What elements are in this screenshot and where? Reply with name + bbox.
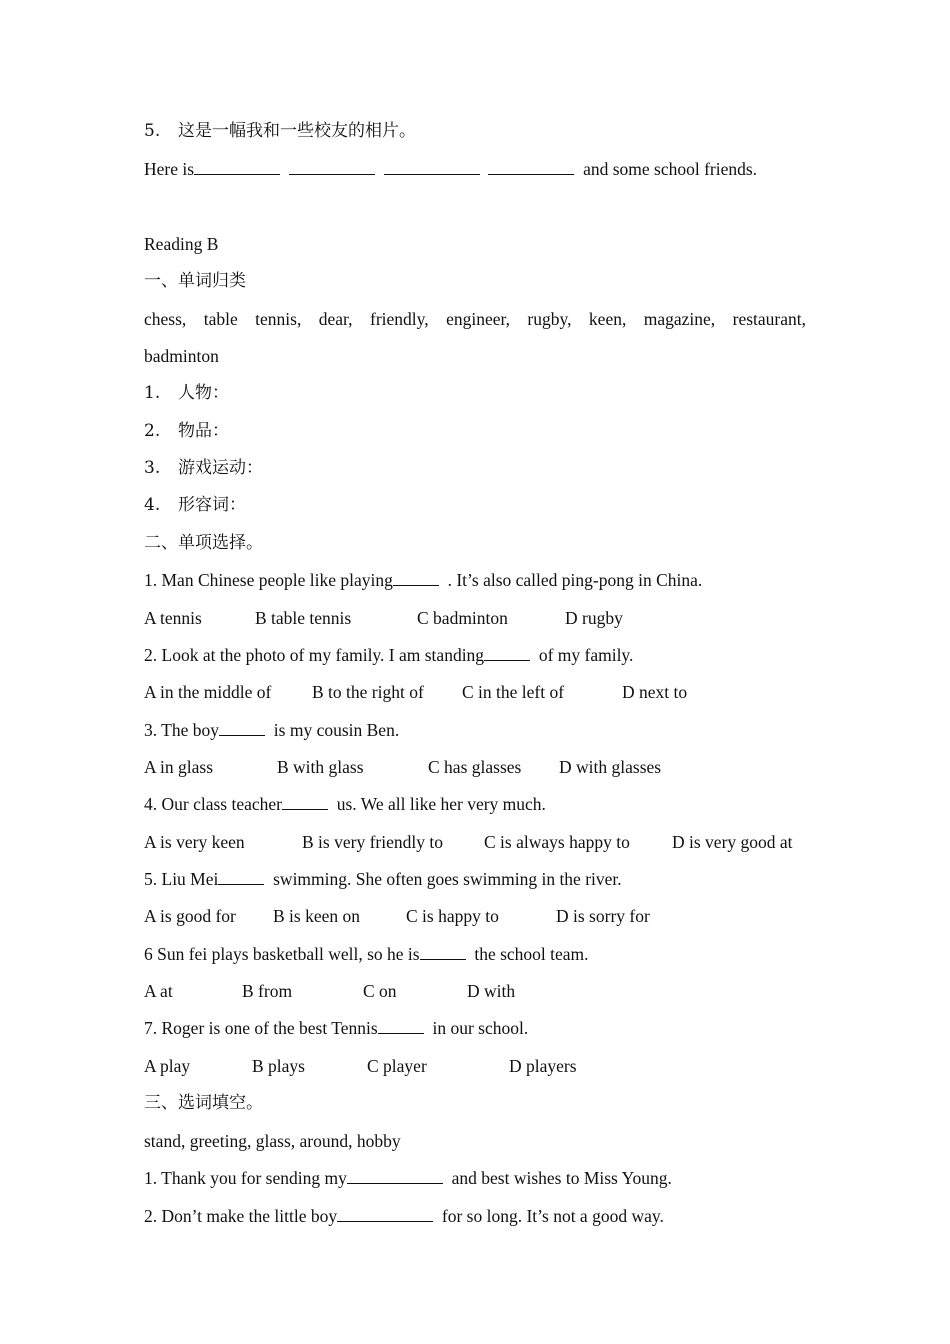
mc-options (144, 905, 824, 927)
question-text-cont: . It’s also called ping-pong in China. (447, 570, 703, 590)
question-text: 5. Liu Mei (144, 869, 219, 889)
option-b[interactable]: B table tennis (255, 608, 352, 628)
answer-blank[interactable] (420, 943, 466, 960)
option-d[interactable]: D with (467, 981, 516, 1001)
option-d[interactable]: D players (509, 1056, 577, 1076)
answer-blank[interactable] (282, 793, 328, 810)
category-item (144, 382, 229, 404)
category-number: 2. (144, 421, 161, 441)
option-a[interactable]: A play (144, 1056, 191, 1076)
section3-word-bank: stand, greeting, glass, around, hobby (144, 1131, 401, 1151)
mc-options (144, 607, 824, 629)
mc-question (144, 644, 633, 666)
option-a[interactable]: A is good for (144, 906, 236, 926)
option-c[interactable]: C has glasses (428, 757, 522, 777)
option-d[interactable]: D is sorry for (556, 906, 650, 926)
option-d[interactable]: D is very good at (672, 832, 793, 852)
section-heading-reading-b: Reading B (144, 234, 219, 254)
translation-q5-chinese (144, 120, 416, 142)
option-a[interactable]: A is very keen (144, 832, 245, 852)
mc-question (144, 943, 589, 965)
option-a[interactable]: A in glass (144, 757, 214, 777)
option-d[interactable]: D rugby (565, 608, 623, 628)
fill-question (144, 1167, 672, 1189)
fill-question (144, 1205, 664, 1227)
answer-blank[interactable] (347, 1167, 443, 1184)
section1-word-bank: chess, table tennis, dear, friendly, engineer, rugby, keen, magazine, restaurant, (144, 309, 806, 329)
question-text: 7. Roger is one of the best Tennis (144, 1018, 378, 1038)
category-label: 形容词： (178, 495, 246, 515)
question-text-cont: swimming. She often goes swimming in the river. (273, 869, 622, 889)
option-b[interactable]: B with glass (277, 757, 364, 777)
category-item (144, 420, 229, 442)
mc-options (144, 681, 824, 703)
category-number: 1. (144, 383, 161, 403)
mc-question (144, 719, 399, 741)
option-c[interactable]: C badminton (417, 608, 508, 628)
answer-blank[interactable] (393, 569, 439, 586)
answer-blank[interactable] (378, 1017, 424, 1034)
answer-blank[interactable] (289, 158, 375, 175)
question-text: 4. Our class teacher (144, 794, 282, 814)
answer-blank[interactable] (384, 158, 480, 175)
question-text: 2. Don’t make the little boy (144, 1206, 338, 1226)
question-text-cont: of my family. (538, 645, 634, 665)
translation-q5-english (144, 158, 757, 180)
q5-number: 5. (144, 121, 161, 141)
option-c[interactable]: C is happy to (406, 906, 499, 926)
option-b[interactable]: B from (242, 981, 293, 1001)
option-d[interactable]: D with glasses (559, 757, 662, 777)
q5-english-pre: Here is (144, 159, 195, 179)
q5-english-post: and some school friends. (583, 159, 758, 179)
question-text-cont: is my cousin Ben. (273, 720, 400, 740)
question-text-cont: and best wishes to Miss Young. (451, 1168, 672, 1188)
mc-options (144, 831, 824, 853)
mc-question (144, 793, 546, 815)
category-number: 3. (144, 458, 161, 478)
question-text-cont: for so long. It’s not a good way. (441, 1206, 664, 1226)
option-a[interactable]: A in the middle of (144, 682, 272, 702)
mc-options (144, 756, 824, 778)
question-text: 3. The boy (144, 720, 220, 740)
answer-blank[interactable] (484, 644, 530, 661)
category-label: 游戏运动： (178, 458, 263, 478)
category-item (144, 457, 263, 479)
option-b[interactable]: B is keen on (273, 906, 361, 926)
mc-options (144, 980, 824, 1002)
section1-title: 一、单词归类 (144, 271, 246, 291)
option-b[interactable]: B to the right of (312, 682, 424, 702)
category-number: 4. (144, 495, 161, 515)
option-d[interactable]: D next to (622, 682, 688, 702)
question-text: 6 Sun fei plays basketball well, so he is (144, 944, 420, 964)
category-item (144, 494, 246, 516)
option-a[interactable]: A tennis (144, 608, 202, 628)
category-label: 物品： (178, 421, 229, 441)
question-text-cont: us. We all like her very much. (336, 794, 546, 814)
option-b[interactable]: B is very friendly to (302, 832, 443, 852)
mc-options (144, 1055, 824, 1077)
section1-word-bank-cont: badminton (144, 346, 219, 366)
question-text: 2. Look at the photo of my family. I am standing (144, 645, 485, 665)
option-c[interactable]: C in the left of (462, 682, 565, 702)
section2-title: 二、单项选择。 (144, 533, 263, 553)
mc-question (144, 1017, 528, 1039)
question-text-cont: in our school. (432, 1018, 529, 1038)
option-c[interactable]: C is always happy to (484, 832, 630, 852)
answer-blank[interactable] (219, 719, 265, 736)
question-text: 1. Man Chinese people like playing (144, 570, 393, 590)
option-c[interactable]: C player (367, 1056, 427, 1076)
answer-blank[interactable] (337, 1205, 433, 1222)
section3-title: 三、选词填空。 (144, 1093, 263, 1113)
mc-question (144, 868, 622, 890)
question-text: 1. Thank you for sending my (144, 1168, 347, 1188)
answer-blank[interactable] (218, 868, 264, 885)
mc-question (144, 569, 702, 591)
option-c[interactable]: C on (363, 981, 397, 1001)
option-a[interactable]: A at (144, 981, 173, 1001)
category-label: 人物： (178, 383, 229, 403)
answer-blank[interactable] (194, 158, 280, 175)
option-b[interactable]: B plays (252, 1056, 305, 1076)
q5-chinese-text: 这是一幅我和一些校友的相片。 (178, 121, 416, 141)
answer-blank[interactable] (488, 158, 574, 175)
question-text-cont: the school team. (474, 944, 589, 964)
